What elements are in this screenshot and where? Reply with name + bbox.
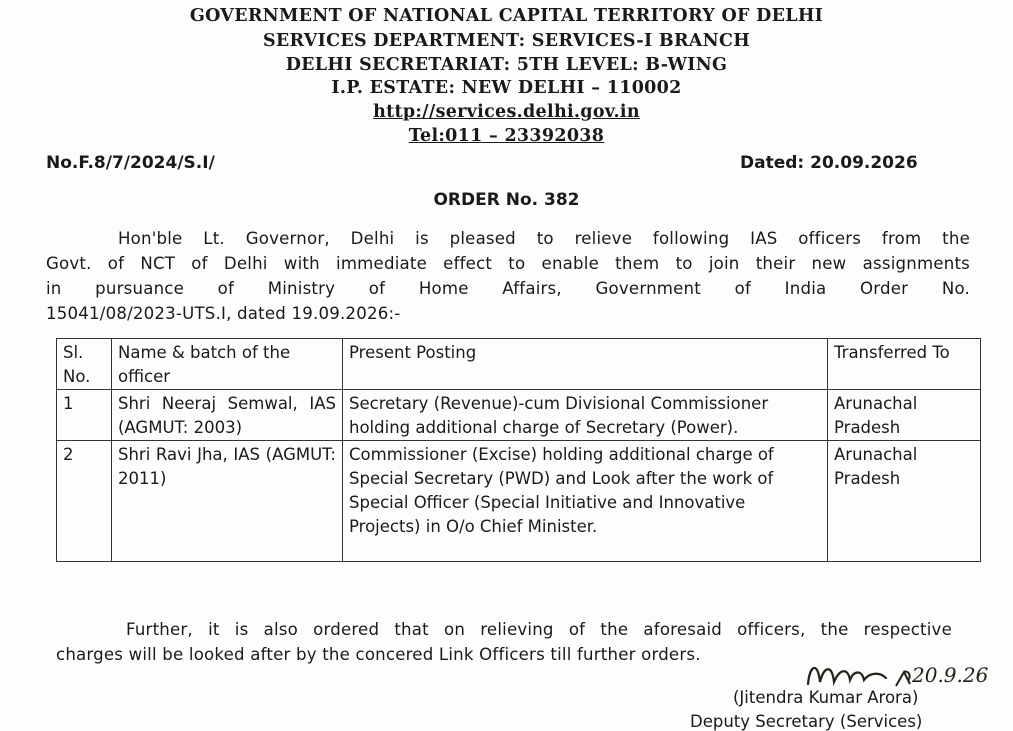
header-name-batch: Name & batch of the officer (112, 339, 343, 390)
intro-paragraph (46, 226, 970, 326)
table-row (57, 390, 981, 441)
closing-line: Further, it is also ordered that on relieving of the aforesaid officers, the respective (126, 620, 952, 639)
cell-name: Shri Ravi Jha, IAS (AGMUT: 2011) (112, 441, 343, 562)
cell-transferred-to: Arunachal Pradesh (828, 390, 981, 441)
cell-name: Shri Neeraj Semwal, IAS (AGMUT: 2003) (112, 390, 343, 441)
cell-posting: Commissioner (Excise) holding additional charge of Special Secretary (PWD) and Look after the work of Special Officer (Special Initiative and Innovative Projects) in O/o Chief Minister. (343, 441, 828, 562)
reference-number: No.F.8/7/2024/S.I/ (46, 153, 215, 173)
officers-table (56, 338, 981, 562)
table-header-row (57, 339, 981, 390)
cell-sl: 1 (57, 390, 112, 441)
header-line-3: DELHI SECRETARIAT: 5TH LEVEL: B-WING (285, 55, 728, 75)
header-transferred-to: Transferred To (828, 339, 981, 390)
header-line-1: GOVERNMENT OF NATIONAL CAPITAL TERRITORY OF DELHI (189, 6, 824, 26)
header-present-posting: Present Posting (343, 339, 828, 390)
intro-line: Hon'ble Lt. Governor, Delhi is pleased to relieve following IAS officers from the (118, 229, 970, 248)
header-line-2: SERVICES DEPARTMENT: SERVICES-I BRANCH (262, 31, 751, 51)
intro-line: in pursuance of Ministry of Home Affairs, Government of India Order No. (46, 279, 970, 298)
signatory-name: (Jitendra Kumar Arora) (733, 688, 919, 707)
signatory-designation: Deputy Secretary (Services) (690, 712, 923, 731)
cell-sl: 2 (57, 441, 112, 562)
closing-line: charges will be looked after by the concered Link Officers till further orders. (56, 645, 701, 664)
header-website[interactable]: http://services.delhi.gov.in (373, 102, 640, 122)
dated: Dated: 20.09.2026 (740, 153, 918, 173)
cell-transferred-to: Arunachal Pradesh (828, 441, 981, 562)
header-sl-no: Sl. No. (57, 339, 112, 390)
intro-line: Govt. of NCT of Delhi with immediate effect to enable them to join their new assignments (46, 254, 970, 273)
table-row (57, 441, 981, 562)
intro-line: 15041/08/2023-UTS.I, dated 19.09.2026:- (46, 304, 401, 323)
order-title: ORDER No. 382 (433, 190, 580, 210)
cell-posting: Secretary (Revenue)-cum Divisional Commissioner holding additional charge of Secretary (Power). (343, 390, 828, 441)
header-telephone: Tel:011 – 23392038 (408, 126, 605, 146)
signature-date: 20.9.26 (912, 663, 989, 687)
header-line-4: I.P. ESTATE: NEW DELHI – 110002 (331, 78, 682, 98)
